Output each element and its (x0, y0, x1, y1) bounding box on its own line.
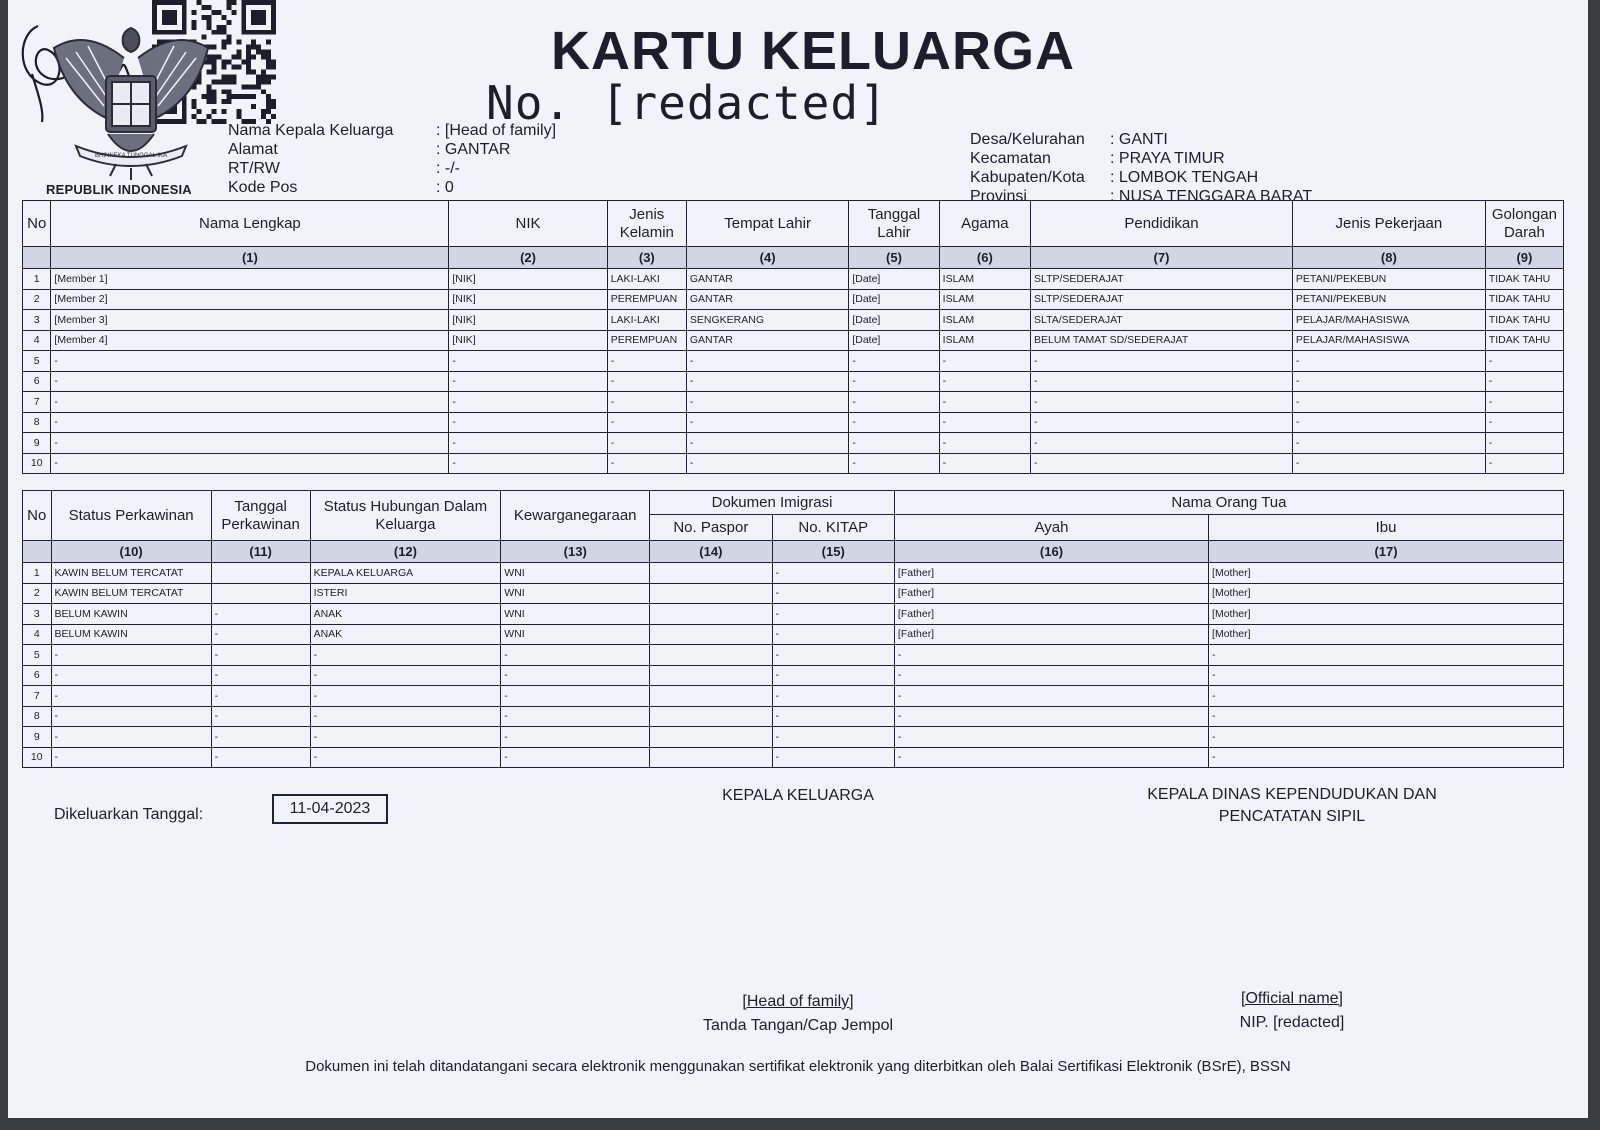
table-cell: - (1031, 433, 1293, 454)
table-cell: 7 (23, 392, 51, 413)
table-cell: - (51, 665, 211, 686)
table-row (23, 686, 1564, 707)
official-title: KEPALA DINAS KEPENDUDUKAN DAN PENCATATAN SIPIL (1147, 786, 1437, 825)
table-cell: - (501, 706, 650, 727)
table-cell: [NIK] (449, 269, 607, 290)
table-row (23, 706, 1564, 727)
table-cell: [Member 4] (51, 330, 449, 351)
table-cell: - (849, 433, 939, 454)
col-number: (2) (449, 247, 607, 269)
table-row (23, 583, 1564, 604)
region-info-row (970, 130, 1312, 149)
table-cell: [Date] (849, 289, 939, 310)
table-cell: - (310, 706, 501, 727)
table-cell: 9 (23, 433, 51, 454)
table-cell: - (607, 371, 686, 392)
table-cell: - (1485, 371, 1563, 392)
table-cell: BELUM KAWIN (51, 604, 211, 625)
table-row (23, 269, 1564, 290)
col-number: (16) (894, 541, 1208, 563)
col-number: (6) (939, 247, 1030, 269)
col-number: (11) (211, 541, 310, 563)
household-info-right (970, 130, 1312, 206)
col-number: (4) (686, 247, 848, 269)
table-cell: LAKI-LAKI (607, 269, 686, 290)
table-cell: - (607, 453, 686, 474)
region-info-label: Kecamatan (970, 150, 1051, 167)
table-cell: - (310, 747, 501, 768)
table-cell: - (1292, 453, 1485, 474)
table-cell: - (501, 686, 650, 707)
table-row (23, 310, 1564, 331)
table-cell: 7 (23, 686, 52, 707)
col-header-status-perkawinan: Status Perkawinan (51, 491, 211, 541)
table-cell: - (772, 727, 894, 748)
household-info-value: : -/- (436, 160, 460, 177)
table-cell: 9 (23, 727, 52, 748)
table-cell: - (1209, 727, 1564, 748)
col-header-nama-orang-tua: Nama Orang Tua (894, 491, 1563, 515)
col-number: (1) (51, 247, 449, 269)
household-info-label: Nama Kepala Keluarga (228, 122, 394, 139)
table-cell: - (51, 371, 449, 392)
table-cell: - (51, 392, 449, 413)
table-cell: PETANI/PEKEBUN (1292, 269, 1485, 290)
table-cell: PELAJAR/MAHASISWA (1292, 310, 1485, 331)
region-info-row (970, 168, 1312, 187)
table-cell: - (1292, 351, 1485, 372)
table-cell: [Member 2] (51, 289, 449, 310)
table-cell: KAWIN BELUM TERCATAT (51, 563, 211, 584)
table-cell: - (939, 453, 1030, 474)
table-cell: - (501, 665, 650, 686)
col-number: (9) (1485, 247, 1563, 269)
table-cell: - (310, 686, 501, 707)
table-cell: PETANI/PEKEBUN (1292, 289, 1485, 310)
region-info-value: : NUSA TENGGARA BARAT (1110, 188, 1313, 205)
table-cell: WNI (501, 604, 650, 625)
col-header-no-kitap: No. KITAP (772, 515, 894, 541)
head-of-family-label: KEPALA KELUARGA (722, 787, 874, 804)
table-row (23, 371, 1564, 392)
table-cell: - (939, 392, 1030, 413)
table-cell: TIDAK TAHU (1485, 310, 1563, 331)
col-number: (7) (1031, 247, 1293, 269)
col-header-nik: NIK (449, 201, 607, 247)
table-row (23, 392, 1564, 413)
table-cell: - (51, 412, 449, 433)
table-cell: - (772, 665, 894, 686)
table-cell: - (51, 747, 211, 768)
table-cell: - (211, 604, 310, 625)
table-cell: - (772, 706, 894, 727)
table-cell: [Date] (849, 269, 939, 290)
table-cell: WNI (501, 583, 650, 604)
table-cell: 5 (23, 645, 52, 666)
table-cell: [Date] (849, 310, 939, 331)
table-row (23, 433, 1564, 454)
table-row (23, 563, 1564, 584)
col-header-pekerjaan: Jenis Pekerjaan (1292, 201, 1485, 247)
table-cell: - (1031, 453, 1293, 474)
table-cell: - (1031, 412, 1293, 433)
table-cell: GANTAR (686, 289, 848, 310)
household-info-value: : GANTAR (436, 141, 511, 158)
table-cell: SLTP/SEDERAJAT (1031, 269, 1293, 290)
table-cell: - (894, 727, 1208, 748)
table-cell: - (607, 412, 686, 433)
official-nip: NIP. [redacted] (1239, 1014, 1345, 1031)
table-cell: 5 (23, 351, 51, 372)
table-cell: - (310, 665, 501, 686)
household-info-value: : 0 (436, 179, 454, 196)
table-cell: TIDAK TAHU (1485, 330, 1563, 351)
table-row (23, 330, 1564, 351)
table-cell: ISLAM (939, 330, 1030, 351)
col-number: (17) (1209, 541, 1564, 563)
table-cell: [Mother] (1209, 583, 1564, 604)
signature-label: Tanda Tangan/Cap Jempol (702, 1017, 894, 1034)
table-cell: - (1031, 371, 1293, 392)
col-header-no: No (23, 491, 52, 541)
table-cell: - (501, 645, 650, 666)
table-cell: BELUM TAMAT SD/SEDERAJAT (1031, 330, 1293, 351)
table-cell: - (1209, 747, 1564, 768)
table-cell: 1 (23, 269, 51, 290)
table-cell: - (686, 371, 848, 392)
table-cell: - (686, 392, 848, 413)
table-cell: 8 (23, 706, 52, 727)
col-header-tanggal-perkawinan: Tanggal Perkawinan (211, 491, 310, 541)
table-cell: - (501, 727, 650, 748)
col-header-dokumen-imigrasi: Dokumen Imigrasi (650, 491, 895, 515)
family-card-document (8, 0, 1588, 1118)
table-cell: - (1031, 351, 1293, 372)
table-cell: - (211, 645, 310, 666)
table-cell: - (211, 686, 310, 707)
table-cell: - (894, 747, 1208, 768)
region-info-value: : GANTI (1110, 131, 1168, 148)
column-number-row (23, 247, 1564, 269)
table-cell: 10 (23, 747, 52, 768)
table-cell: TIDAK TAHU (1485, 289, 1563, 310)
country-label: REPUBLIK INDONESIA (46, 182, 192, 197)
col-number: (8) (1292, 247, 1485, 269)
table-cell: PEREMPUAN (607, 289, 686, 310)
table-cell: - (939, 433, 1030, 454)
table-cell: - (449, 453, 607, 474)
col-header-ibu: Ibu (1209, 515, 1564, 541)
table-cell: 3 (23, 310, 51, 331)
table-cell: - (51, 645, 211, 666)
table-cell: [Mother] (1209, 604, 1564, 625)
table-cell: [Mother] (1209, 563, 1564, 584)
table-cell: - (607, 351, 686, 372)
table-cell (650, 645, 772, 666)
household-info-value: : [Head of family] (436, 122, 557, 139)
table-row (23, 665, 1564, 686)
table-cell: - (51, 351, 449, 372)
table-cell: - (449, 392, 607, 413)
col-number: (12) (310, 541, 501, 563)
table-cell (211, 583, 310, 604)
table-cell: SLTA/SEDERAJAT (1031, 310, 1293, 331)
region-info-label: Kabupaten/Kota (970, 169, 1085, 186)
table-cell: 2 (23, 289, 51, 310)
table-cell: - (607, 433, 686, 454)
table-cell: - (1292, 412, 1485, 433)
table-cell: 4 (23, 624, 52, 645)
table-cell: - (51, 727, 211, 748)
region-info-label: Provinsi (970, 188, 1027, 205)
table-cell (650, 563, 772, 584)
col-header-no: No (23, 201, 51, 247)
issued-date-label: Dikeluarkan Tanggal: (54, 806, 204, 823)
head-of-family-name: [Head of family] (742, 993, 854, 1010)
col-header-agama: Agama (939, 201, 1030, 247)
household-info-row (228, 159, 556, 178)
table-cell (211, 563, 310, 584)
table-cell: - (211, 706, 310, 727)
table-cell: - (772, 583, 894, 604)
status-parents-table (22, 490, 1564, 768)
region-info-row (970, 149, 1312, 168)
col-header-jenis-kelamin: Jenis Kelamin (607, 201, 686, 247)
table-cell: - (1209, 706, 1564, 727)
table-cell (650, 624, 772, 645)
table-cell: - (686, 453, 848, 474)
table-cell: WNI (501, 563, 650, 584)
table-cell (650, 665, 772, 686)
table-cell: - (310, 727, 501, 748)
region-info-value: : LOMBOK TENGAH (1110, 169, 1259, 186)
table-cell: - (894, 706, 1208, 727)
table-cell: 6 (23, 665, 52, 686)
table-row (23, 624, 1564, 645)
table-cell: KEPALA KELUARGA (310, 563, 501, 584)
table-cell: - (449, 351, 607, 372)
table-cell: - (1485, 433, 1563, 454)
col-number: (10) (51, 541, 211, 563)
emblem-motto: BHINNEKA TUNGGAL IKA (94, 153, 168, 159)
issued-date-value: 11-04-2023 (272, 794, 388, 824)
table-cell: TIDAK TAHU (1485, 269, 1563, 290)
table-cell: - (1292, 392, 1485, 413)
household-info-label: Alamat (228, 141, 278, 158)
table-cell: SENGKERANG (686, 310, 848, 331)
table-cell: - (51, 453, 449, 474)
table-row (23, 453, 1564, 474)
table-cell: ISLAM (939, 310, 1030, 331)
table-cell: 4 (23, 330, 51, 351)
page-title: KARTU KELUARGA (551, 21, 1075, 81)
household-info-left (228, 121, 556, 197)
table-cell: 3 (23, 604, 52, 625)
table-cell: PEREMPUAN (607, 330, 686, 351)
table-cell: - (939, 412, 1030, 433)
table-cell: - (772, 645, 894, 666)
table-cell: - (849, 371, 939, 392)
col-header-status-hubungan: Status Hubungan Dalam Keluarga (310, 491, 501, 541)
table-cell: - (772, 624, 894, 645)
table-cell: SLTP/SEDERAJAT (1031, 289, 1293, 310)
table-cell: 8 (23, 412, 51, 433)
table-cell: - (894, 645, 1208, 666)
table-cell: - (310, 645, 501, 666)
table-cell (650, 747, 772, 768)
table-cell: - (607, 392, 686, 413)
table-cell: - (894, 686, 1208, 707)
table-cell: - (939, 371, 1030, 392)
table-cell: - (686, 433, 848, 454)
household-info-row (228, 140, 556, 159)
card-number: No. [redacted] (486, 76, 888, 130)
col-header-tempat-lahir: Tempat Lahir (686, 201, 848, 247)
table-cell: - (211, 624, 310, 645)
table-cell: [NIK] (449, 310, 607, 331)
table-cell: [Date] (849, 330, 939, 351)
table-cell: - (849, 412, 939, 433)
col-number: (13) (501, 541, 650, 563)
table-cell: - (449, 371, 607, 392)
table-cell: - (772, 747, 894, 768)
table-cell: 6 (23, 371, 51, 392)
household-info-label: Kode Pos (228, 179, 298, 196)
table-cell: [Member 1] (51, 269, 449, 290)
table-cell: [Mother] (1209, 624, 1564, 645)
table-cell: - (1209, 686, 1564, 707)
table-cell: ANAK (310, 624, 501, 645)
table-cell: WNI (501, 624, 650, 645)
region-info-value: : PRAYA TIMUR (1110, 150, 1225, 167)
table-cell: 1 (23, 563, 52, 584)
table-cell: - (1485, 392, 1563, 413)
table-cell: - (772, 563, 894, 584)
table-cell: ANAK (310, 604, 501, 625)
e-signature-note: Dokumen ini telah ditandatangani secara elektronik menggunakan sertifikat elektronik yang diterbitkan oleh Balai Sertifikasi Elektronik (BSrE), BSSN (305, 1058, 1291, 1075)
table-cell (650, 686, 772, 707)
table-cell: - (51, 686, 211, 707)
table-cell: [NIK] (449, 330, 607, 351)
col-number: (15) (772, 541, 894, 563)
table-cell: [Member 3] (51, 310, 449, 331)
col-header-ayah: Ayah (894, 515, 1208, 541)
table-cell (650, 604, 772, 625)
table-cell: - (211, 727, 310, 748)
table-cell: BELUM KAWIN (51, 624, 211, 645)
table-cell: 2 (23, 583, 52, 604)
table-cell: [Father] (894, 624, 1208, 645)
table-row (23, 412, 1564, 433)
col-header-no-paspor: No. Paspor (650, 515, 772, 541)
column-number-row (23, 541, 1564, 563)
table-row (23, 645, 1564, 666)
table-cell: - (1485, 453, 1563, 474)
table-cell: - (894, 665, 1208, 686)
table-cell: - (1031, 392, 1293, 413)
table-cell: ISLAM (939, 289, 1030, 310)
official-name: [Official name] (1241, 990, 1343, 1007)
table-cell: - (449, 412, 607, 433)
table-cell: [Father] (894, 583, 1208, 604)
col-number: (5) (849, 247, 939, 269)
table-cell: - (51, 433, 449, 454)
household-info-label: RT/RW (228, 160, 280, 177)
household-info-row (228, 178, 556, 197)
table-cell: PELAJAR/MAHASISWA (1292, 330, 1485, 351)
table-cell: - (1292, 433, 1485, 454)
table-cell: - (51, 706, 211, 727)
col-number: (3) (607, 247, 686, 269)
table-cell: - (211, 747, 310, 768)
table-cell: - (849, 392, 939, 413)
table-cell: - (772, 686, 894, 707)
table-cell: - (686, 351, 848, 372)
table-cell: [NIK] (449, 289, 607, 310)
table-row (23, 727, 1564, 748)
table-cell (650, 706, 772, 727)
table-cell: ISLAM (939, 269, 1030, 290)
table-cell: - (939, 351, 1030, 372)
table-cell: - (849, 351, 939, 372)
table-cell (650, 583, 772, 604)
table-cell: - (1485, 412, 1563, 433)
table-cell: [Father] (894, 604, 1208, 625)
table-row (23, 604, 1564, 625)
table-cell: - (772, 604, 894, 625)
table-cell: - (1209, 645, 1564, 666)
col-header-tanggal-lahir: Tanggal Lahir (849, 201, 939, 247)
table-cell (650, 727, 772, 748)
table-row (23, 747, 1564, 768)
region-info-label: Desa/Kelurahan (970, 131, 1085, 148)
table-cell: - (1485, 351, 1563, 372)
table-cell: - (211, 665, 310, 686)
table-cell: - (849, 453, 939, 474)
col-header-golongan-darah: Golongan Darah (1485, 201, 1563, 247)
col-header-kewarganegaraan: Kewarganegaraan (501, 491, 650, 541)
table-cell: - (449, 433, 607, 454)
table-row (23, 351, 1564, 372)
table-cell: ISTERI (310, 583, 501, 604)
table-row (23, 289, 1564, 310)
table-cell: 10 (23, 453, 51, 474)
members-table (22, 200, 1564, 474)
col-number: (14) (650, 541, 772, 563)
table-cell: KAWIN BELUM TERCATAT (51, 583, 211, 604)
table-cell: - (1292, 371, 1485, 392)
table-cell: GANTAR (686, 330, 848, 351)
household-info-row (228, 121, 556, 140)
table-cell: GANTAR (686, 269, 848, 290)
table-cell: LAKI-LAKI (607, 310, 686, 331)
table-cell: [Father] (894, 563, 1208, 584)
col-header-nama: Nama Lengkap (51, 201, 449, 247)
col-header-pendidikan: Pendidikan (1031, 201, 1293, 247)
table-cell: - (501, 747, 650, 768)
table-cell: - (686, 412, 848, 433)
table-cell: - (1209, 665, 1564, 686)
